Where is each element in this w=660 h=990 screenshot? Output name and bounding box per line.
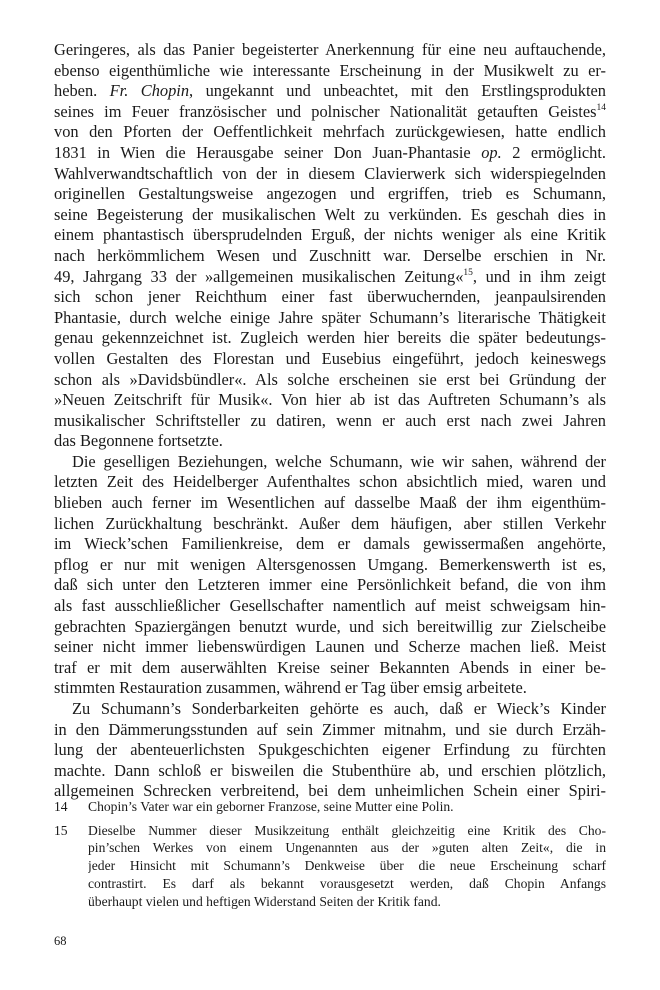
- text-segment: seines im Feuer französischer und polnischer Nationalität getauften Geistes: [54, 101, 597, 121]
- paragraph-1: [54, 40, 606, 452]
- text-line: [54, 102, 606, 123]
- text-line: von den Pforten der Oeffentlichkeit mehrfach zurückgewiesen, hatte endlich: [54, 122, 606, 142]
- text-line: seiner nicht immer liebenswürdigen Launen und Scherze machen ließ. Meist: [54, 637, 606, 657]
- text-line: im Wieck’schen Familienkreise, dem er damals gewissermaßen angehörte,: [54, 534, 606, 554]
- footnote-number: 14: [54, 799, 68, 814]
- footnote-ref-15[interactable]: 15: [463, 267, 473, 278]
- text-segment: 49, Jahrgang 33 der »allgemeinen musikalischen Zeitung«: [54, 266, 464, 286]
- text-line: vollen Gestalten des Florestan und Eusebius eingeführt, jedoch keineswegs: [54, 348, 606, 368]
- text-line: genau gekennzeichnet ist. Zugleich werden hier bereits die später bedeutungs-: [54, 328, 606, 348]
- text-line: musikalischer Schriftsteller zu datiren, wenn er auch erst nach zwei Jahren: [54, 410, 606, 430]
- footnote-line: Dieselbe Nummer dieser Musikzeitung enthält gleichzeitig eine Kritik des Cho-: [88, 822, 606, 838]
- text-line: daß sich unter den Letzteren immer eine Persönlichkeit befand, die von ihm: [54, 575, 606, 595]
- text-line: Geringeres, als das Panier begeisterter Anerkennung für eine neu auftauchende,: [54, 40, 606, 59]
- text-line: lung der abenteuerlichsten Spukgeschichten eigener Erfindung zu fürchten: [54, 740, 606, 760]
- text-line: Wahlverwandtschaftlich von der in diesem Clavierwerk sich widerspiegelnden: [54, 163, 606, 183]
- text-line: Zu Schumann’s Sonderbarkeiten gehörte es auch, daß er Wieck’s Kinder: [72, 699, 606, 718]
- text-segment: 1831 in Wien die Herausgabe seiner Don Juan-Phantasie: [54, 142, 482, 162]
- footnote-line: Chopin’s Vater war ein geborner Franzose, seine Mutter eine Polin.: [88, 799, 454, 814]
- text-line: Die geselligen Beziehungen, welche Schumann, wie wir sahen, während der: [72, 451, 606, 471]
- text-segment: heben.: [54, 81, 110, 101]
- footnote-line: pin’schen Werkes von einem Ungenannten aus der »guten alten Zeit«, die in: [88, 840, 606, 856]
- text-line: »Neuen Zeitschrift für Musik«. Von hier ab ist das Auftreten Schumann’s als: [54, 390, 606, 410]
- opus-abbrev: op.: [481, 142, 502, 162]
- footnote-number: 15: [54, 822, 68, 838]
- text-line: blieben auch ferner im Wesentlichen auf dasselbe Maaß der ihm eigenthüm-: [54, 493, 606, 513]
- text-line: [54, 143, 606, 164]
- text-line: stimmten Restauration zusammen, während er Tag über emsig arbeitete.: [54, 678, 527, 698]
- footnote-14: [54, 798, 606, 816]
- text-segment: 2 ermöglicht.: [501, 142, 606, 162]
- footnote-line: contrastirt. Es darf als bekannt vorausgesetzt werden, daß Chopin Anfangs: [88, 875, 606, 891]
- text-line: schon als »Davidsbündler«. Als solche erscheinen sie erst bei Gründung der: [54, 369, 606, 389]
- text-line: originellen Gestaltungsweise angezogen und ergriffen, trieb es Schumann,: [54, 184, 606, 204]
- text-line: seine Begeisterung der musikalischen Welt zu verkünden. Es geschah dies in: [54, 204, 606, 224]
- text-line: Phantasie, durch welche einige Jahre später Schumann’s literarische Thätigkeit: [54, 307, 606, 327]
- text-line: sich schon jener Reichthum einer fast überwuchernden, jeanpaulsirenden: [54, 287, 606, 307]
- text-line: in den Dämmerungsstunden auf sein Zimmer mitnahm, und sie durch Erzäh-: [54, 719, 606, 739]
- footnote-line: überhaupt vielen und heftigen Widerstand Seiten der Kritik fand.: [88, 893, 441, 909]
- text-line: [54, 81, 606, 102]
- text-line: machte. Dann schloß er bisweilen die Stubenthüre ab, und erschien plötzlich,: [54, 760, 606, 780]
- text-segment: , ungekannt und unbeachtet, mit den Erstlingsprodukten: [189, 81, 606, 101]
- paragraph-2: [54, 452, 606, 699]
- text-segment: , und in ihm zeigt: [472, 266, 606, 286]
- text-line: gebrachten Spaziergängen benutzt wurde, und sich bereitwillig zur Zielscheibe: [54, 616, 606, 636]
- text-line: [54, 267, 606, 288]
- text-line: traf er mit dem auserwählten Kreise seiner Bekannten Abends in einer be-: [54, 657, 606, 677]
- text-line: als fast ausschließlicher Gesellschafter namentlich auf meist schweigsam hin-: [54, 596, 606, 616]
- text-line: das Begonnene fortsetzte.: [54, 431, 223, 451]
- main-text: [54, 40, 606, 802]
- footnote-line: jeder Hinsicht mit Schumann’s Denkweise über die neue Erscheinung scharf: [88, 858, 606, 874]
- composer-name: Fr. Chopin: [109, 81, 190, 101]
- page-number: 68: [54, 934, 67, 948]
- footnote-text: [88, 798, 606, 816]
- paragraph-3: [54, 699, 606, 802]
- text-line: pflog er nur mit wenigen Altersgenossen Umgang. Bemerkenswerth ist es,: [54, 554, 606, 574]
- text-line: einem phantastisch übersprudelnden Erguß, der nichts weniger als eine Kritik: [54, 225, 606, 245]
- footnotes: [54, 798, 606, 916]
- footnote-15: [54, 822, 606, 911]
- text-line: allgemeinen Schrecken verbreitend, bei dem unheimlichen Schein einer Spiri-: [54, 781, 606, 801]
- text-line: nach herkömmlichem Wesen und Zuschnitt war. Derselbe erschien in Nr.: [54, 245, 606, 265]
- text-line: ebenso eigenthümliche wie interessante Erscheinung in der Musikwelt zu er-: [54, 60, 606, 80]
- footnote-text: [88, 822, 606, 911]
- text-line: letzten Zeit des Heidelberger Aufenthaltes schon absichtlich mied, waren und: [54, 472, 606, 492]
- text-line: lichen Zurückhaltung beschränkt. Außer dem häufigen, aber stillen Verkehr: [54, 513, 606, 533]
- footnote-ref-14[interactable]: 14: [596, 102, 606, 113]
